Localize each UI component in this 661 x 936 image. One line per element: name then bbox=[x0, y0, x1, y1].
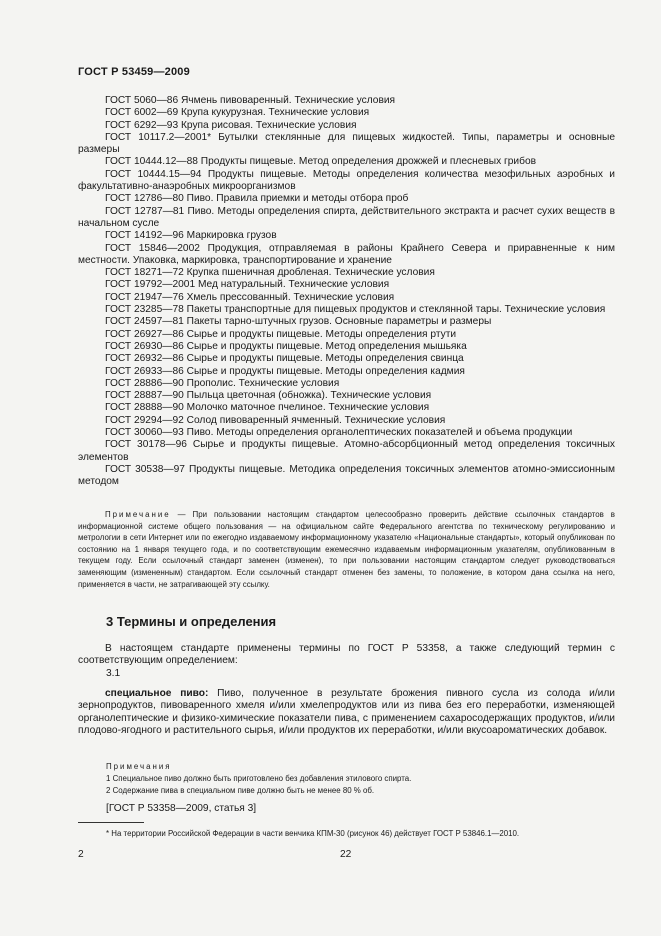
reference-item: ГОСТ 15846—2002 Продукция, отправляемая в районы Крайнего Севера и приравненные к ним местности. Упаковка, маркировка, транспортирование и хранение bbox=[78, 242, 615, 266]
reference-item: ГОСТ 26933—86 Сырье и продукты пищевые. Методы определения кадмия bbox=[105, 365, 465, 377]
footnote-divider bbox=[78, 822, 144, 823]
definition-text: Пиво, полученное в результате брожения пивного сусла из солода и/или зернопродуктов, пивоваренного хмеля и/или хмелепродуктов или из пива без его переработки, изменяющей органолептические и физико-химические показатели пива, с применением сахаросодержащих продуктов, и/или плодово-ягодного и растительного сырья, и/или продуктов их переработки, и/или вкусоароматических добавок. bbox=[78, 688, 615, 737]
reference-item: ГОСТ 5060—86 Ячмень пивоваренный. Технические условия bbox=[105, 95, 396, 106]
section-title: 3 Термины и определения bbox=[106, 614, 277, 629]
reference-item: ГОСТ 12787—81 Пиво. Методы определения спирта, действительного экстракта и расчет сухих веществ в начальном сусле bbox=[78, 205, 615, 229]
standards-note bbox=[78, 509, 615, 590]
term-notes-label: Примечания bbox=[106, 762, 172, 771]
document-header: ГОСТ Р 53459—2009 bbox=[78, 66, 190, 78]
term-source: [ГОСТ Р 53358—2009, статья 3] bbox=[106, 803, 257, 814]
reference-item: ГОСТ 29294—92 Солод пивоваренный ячменный. Технические условия bbox=[105, 414, 446, 426]
reference-item: ГОСТ 28888—90 Молочко маточное пчелиное. Технические условия bbox=[105, 402, 430, 414]
page-number-center: 22 bbox=[340, 849, 352, 860]
reference-item: ГОСТ 21947—76 Хмель прессованный. Технические условия bbox=[105, 291, 395, 303]
reference-item: ГОСТ 24597—81 Пакеты тарно-штучных грузов. Основные параметры и размеры bbox=[105, 316, 492, 328]
reference-item: ГОСТ 14192—96 Маркировка грузов bbox=[105, 230, 277, 242]
term-number: 3.1 bbox=[106, 668, 121, 679]
term-note-item: 1 Специальное пиво должно быть приготовлено без добавления этилового спирта. bbox=[106, 774, 412, 784]
reference-item: ГОСТ 30060—93 Пиво. Методы определения органолептических показателей и объема продукции bbox=[105, 427, 573, 439]
term-note-item: 2 Содержание пива в специальном пиве должно быть не менее 80 % об. bbox=[106, 786, 375, 796]
reference-item: ГОСТ 26927—86 Сырье и продукты пищевые. Методы определения ртути bbox=[105, 328, 457, 340]
reference-item: ГОСТ 28887—90 Пыльца цветочная (обножка). Технические условия bbox=[105, 390, 432, 402]
reference-item: ГОСТ 23285—78 Пакеты транспортные для пищевых продуктов и стеклянной тары. Технические условия bbox=[105, 304, 606, 316]
reference-item: ГОСТ 10444.15—94 Продукты пищевые. Методы определения количества мезофильных аэробных и факультативно-анаэробных микроорганизмов bbox=[78, 168, 615, 193]
reference-item: ГОСТ 18271—72 Крупка пшеничная дробленая. Технические условия bbox=[105, 267, 435, 279]
reference-list bbox=[78, 95, 615, 489]
reference-item: ГОСТ 28886—90 Прополис. Технические условия bbox=[105, 377, 340, 389]
term-notes bbox=[106, 761, 615, 798]
reference-item: ГОСТ 10117.2—2001* Бутылки стеклянные для пищевых жидкостей. Типы, параметры и основные размеры bbox=[78, 131, 615, 156]
term-definition bbox=[78, 688, 615, 738]
note-label: Примечание bbox=[105, 510, 171, 519]
page-number-left: 2 bbox=[78, 849, 84, 860]
section-intro: В настоящем стандарте применены термины по ГОСТ Р 53358, а также следующий термин с соответствующим определением: bbox=[78, 643, 615, 667]
note-text: — При пользовании настоящим стандартом целесообразно проверить действие ссылочных стандартов в информационной системе общего пользования — на официальном сайте Федерального агентства по техническому регулированию и метрологии в сети Интернет или по ежегодно издаваемому информационному указателю «Национальные стандарты», который опубликован по состоянию на 1 января текущего года, и по соответствующим ежемесячно издаваемым информационным указателям, опубликованным в текущем году. Если ссылочный стандарт заменен (изменен), то при пользовании настоящим стандартом следует руководствоваться заменяющим (измененным) стандартом. Если ссылочный стандарт отменен без замены, то положение, в котором дана ссылка на него, применяется в части, не затрагивающей эту ссылку. bbox=[78, 510, 615, 589]
reference-item: ГОСТ 26930—86 Сырье и продукты пищевые. Метод определения мышьяка bbox=[105, 340, 467, 352]
reference-item: ГОСТ 10444.12—88 Продукты пищевые. Метод определения дрожжей и плесневых грибов bbox=[105, 156, 537, 168]
reference-item: ГОСТ 30178—96 Сырье и продукты пищевые. Атомно-абсорбционный метод определения токсичных элементов bbox=[78, 439, 615, 463]
footnote: * На территории Российской Федерации в части венчика КПМ-30 (рисунок 46) действует ГОСТ Р 53846.1—2010. bbox=[106, 829, 520, 838]
reference-item: ГОСТ 19792—2001 Мед натуральный. Технические условия bbox=[105, 279, 390, 291]
term-name: специальное пиво: bbox=[105, 688, 209, 699]
reference-item: ГОСТ 6002—69 Крупа кукурузная. Технические условия bbox=[105, 107, 370, 119]
reference-item: ГОСТ 6292—93 Крупа рисовая. Технические условия bbox=[105, 119, 357, 131]
reference-item: ГОСТ 26932—86 Сырье и продукты пищевые. Методы определения свинца bbox=[105, 353, 464, 365]
reference-item: ГОСТ 12786—80 Пиво. Правила приемки и методы отбора проб bbox=[105, 193, 409, 205]
reference-item: ГОСТ 30538—97 Продукты пищевые. Методика определения токсичных элементов атомно-эмиссионным методом bbox=[78, 463, 615, 488]
